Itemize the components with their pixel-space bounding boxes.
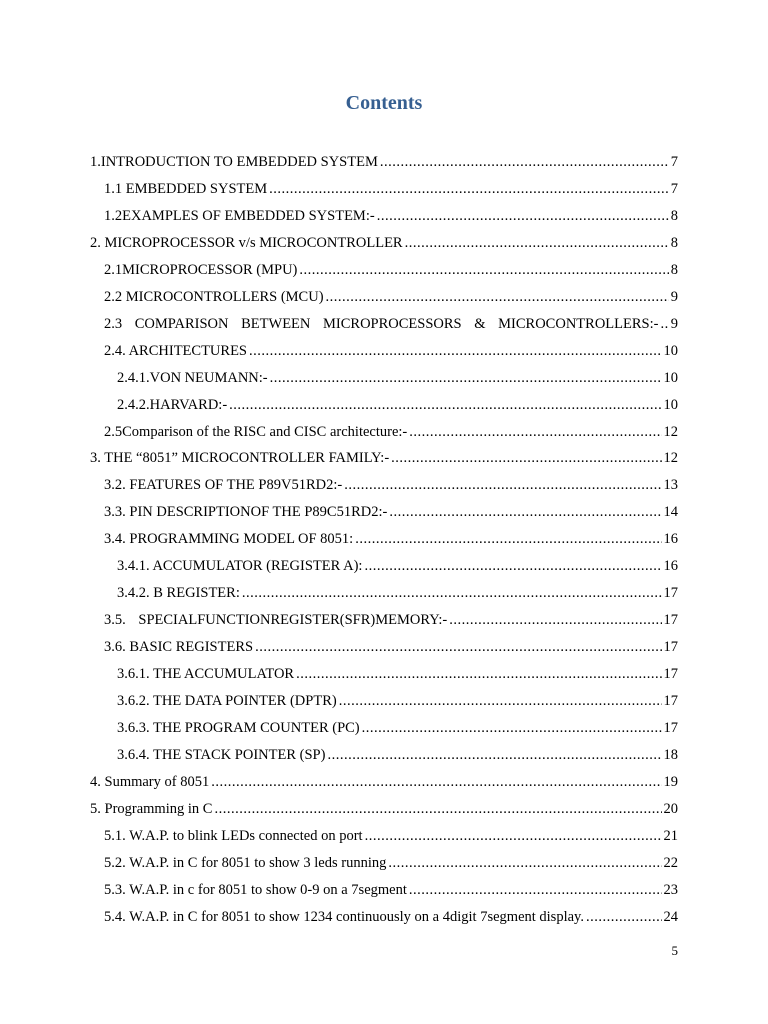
toc-leader-dots	[269, 177, 669, 201]
toc-entry-label: 2. MICROPROCESSOR v/s MICROCONTROLLER	[90, 234, 403, 251]
toc-entry[interactable]	[104, 527, 678, 551]
toc-leader-dots	[409, 420, 661, 444]
toc-entry-page: 17	[663, 639, 678, 656]
toc-entry-label: 1.2EXAMPLES OF EMBEDDED SYSTEM:-	[104, 207, 375, 224]
toc-leader-dots	[365, 824, 662, 848]
toc-entry[interactable]	[104, 285, 678, 309]
toc-leader-dots	[405, 231, 669, 255]
toc-entry-page: 12	[663, 450, 678, 467]
toc-entry-label: 5. Programming in C	[90, 800, 213, 817]
toc-entry-page: 17	[663, 719, 678, 736]
toc-entry[interactable]	[90, 150, 678, 174]
toc-entry[interactable]	[104, 878, 678, 902]
toc-leader-dots	[327, 743, 661, 767]
toc-leader-dots	[388, 851, 661, 875]
toc-leader-dots	[586, 905, 662, 929]
toc-entry-page: 23	[663, 881, 678, 898]
toc-entry[interactable]	[104, 824, 678, 848]
toc-entry[interactable]	[104, 635, 678, 659]
toc-entry-label: 3.6.1. THE ACCUMULATOR	[117, 666, 295, 683]
toc-leader-dots	[211, 770, 661, 794]
toc-leader-dots	[380, 150, 669, 174]
toc-entry-label: 1.1 EMBEDDED SYSTEM	[104, 180, 268, 197]
toc-entry[interactable]	[104, 608, 678, 632]
toc-entry-page: 24	[663, 908, 678, 925]
toc-entry[interactable]	[104, 339, 678, 363]
toc-entry-label: 2.3 COMPARISON BETWEEN MICROPROCESSORS & MICROCONTROLLERS:-	[104, 315, 659, 332]
toc-entry-page: 13	[663, 477, 678, 494]
toc-leader-dots	[249, 339, 662, 363]
toc-entry[interactable]	[104, 204, 678, 228]
toc-entry-page: 17	[663, 612, 678, 629]
toc-leader-dots	[389, 500, 661, 524]
toc-entry[interactable]	[117, 554, 678, 578]
toc-entry-label: 5.1. W.A.P. to blink LEDs connected on port	[104, 827, 363, 844]
toc-entry[interactable]	[90, 770, 678, 794]
toc-entry[interactable]	[104, 851, 678, 875]
toc-leader-dots	[364, 554, 661, 578]
toc-entry[interactable]	[117, 393, 678, 417]
toc-entry-label: 3.6.4. THE STACK POINTER (SP)	[117, 746, 326, 763]
toc-leader-dots	[270, 366, 662, 390]
toc-entry[interactable]	[104, 258, 678, 282]
toc-entry-label: 4. Summary of 8051	[90, 773, 210, 790]
toc-entry[interactable]	[90, 446, 678, 470]
toc-entry-page: 9	[670, 288, 678, 305]
toc-entry[interactable]	[117, 366, 678, 390]
toc-entry-page: 22	[663, 854, 678, 871]
toc-entry-page: 17	[663, 693, 678, 709]
toc-entry-page: 20	[663, 800, 678, 817]
toc-entry-label: 1.INTRODUCTION TO EMBEDDED SYSTEM	[90, 154, 378, 170]
toc-leader-dots	[344, 473, 661, 497]
toc-entry-label: 3. THE “8051” MICROCONTROLLER FAMILY:-	[90, 450, 390, 467]
toc-leader-dots	[255, 635, 661, 659]
toc-entry-label: 3.6.3. THE PROGRAM COUNTER (PC)	[117, 719, 360, 736]
toc-leader-dots	[326, 285, 669, 309]
toc-entry-page: 18	[663, 746, 678, 763]
toc-entry[interactable]	[117, 662, 678, 686]
toc-entry[interactable]	[104, 500, 678, 524]
toc-entry-label: 3.4.1. ACCUMULATOR (REGISTER A):	[117, 558, 363, 575]
toc-entry-page: 19	[663, 773, 678, 790]
toc-entry-label: 2.1MICROPROCESSOR (MPU)	[104, 261, 298, 278]
toc-entry-page: 8	[670, 234, 678, 251]
toc-entry[interactable]	[117, 689, 678, 713]
toc-leader-dots	[409, 878, 662, 902]
toc-entry-page: 21	[663, 827, 678, 844]
toc-entry[interactable]	[104, 905, 678, 929]
toc-entry-page: 7	[670, 154, 678, 170]
toc-entry-label: 3.5. SPECIALFUNCTIONREGISTER(SFR)MEMORY:-	[104, 612, 448, 629]
toc-leader-dots	[355, 527, 661, 551]
toc-entry[interactable]	[117, 581, 678, 605]
toc-entry[interactable]	[90, 231, 678, 255]
toc-entry-page: 10	[663, 342, 678, 359]
toc-leader-dots	[449, 608, 661, 632]
toc-entry-label: 5.2. W.A.P. in C for 8051 to show 3 leds running	[104, 854, 387, 871]
toc-entry-label: 2.4.1.VON NEUMANN:-	[117, 369, 268, 386]
toc-entry-label: 2.4.2.HARVARD:-	[117, 396, 228, 413]
toc-entry-page: 16	[663, 558, 678, 575]
toc-entry-page: 10	[663, 396, 678, 413]
toc-leader-dots	[296, 662, 661, 686]
toc-leader-dots	[299, 258, 668, 282]
toc-entry[interactable]	[90, 797, 678, 821]
toc-entry-page: 8	[670, 261, 678, 278]
toc-entry-page: 17	[663, 585, 678, 602]
toc-leader-dots	[377, 204, 669, 228]
toc-entry[interactable]	[117, 716, 678, 740]
toc-entry-page: 17	[663, 666, 678, 683]
toc-entry-label: 3.6. BASIC REGISTERS	[104, 639, 254, 656]
toc-entry-label: 3.2. FEATURES OF THE P89V51RD2:-	[104, 477, 343, 494]
toc-entry[interactable]	[104, 177, 678, 201]
toc-entry[interactable]	[104, 312, 678, 336]
toc-entry[interactable]	[104, 420, 678, 444]
toc-leader-dots	[660, 312, 668, 336]
toc-entry-label: 5.3. W.A.P. in c for 8051 to show 0-9 on a 7segment	[104, 881, 407, 898]
toc-entry[interactable]	[117, 743, 678, 767]
toc-entry-page: 7	[670, 180, 678, 197]
toc-entry-page: 8	[670, 207, 678, 224]
toc-leader-dots	[242, 581, 662, 605]
toc-entry-label: 2.5Comparison of the RISC and CISC architecture:-	[104, 423, 408, 440]
toc-entry-label: 2.2 MICROCONTROLLERS (MCU)	[104, 288, 324, 305]
toc-entry-page: 14	[663, 504, 678, 521]
toc-leader-dots	[229, 393, 661, 417]
toc-entry-label: 5.4. W.A.P. in C for 8051 to show 1234 continuously on a 4digit 7segment display.	[104, 908, 584, 925]
toc-leader-dots	[339, 689, 662, 713]
toc-entry-page: 12	[663, 423, 678, 440]
page-title: Contents	[345, 92, 423, 114]
toc-entry-page: 16	[663, 531, 678, 548]
toc-entry-page: 10	[663, 369, 678, 386]
toc-entry-label: 3.6.2. THE DATA POINTER (DPTR)	[117, 693, 337, 709]
toc-leader-dots	[362, 716, 662, 740]
toc-entry[interactable]	[104, 473, 678, 497]
toc-leader-dots	[214, 797, 661, 821]
toc-entry-label: 3.3. PIN DESCRIPTIONOF THE P89C51RD2:-	[104, 504, 388, 521]
toc-leader-dots	[391, 446, 661, 470]
toc-entry-label: 3.4. PROGRAMMING MODEL OF 8051:	[104, 531, 354, 548]
toc-entry-label: 2.4. ARCHITECTURES	[104, 342, 247, 359]
page-number: 5	[671, 943, 678, 958]
toc-entry-page: 9	[670, 315, 678, 332]
toc-entry-label: 3.4.2. B REGISTER:	[117, 585, 240, 602]
